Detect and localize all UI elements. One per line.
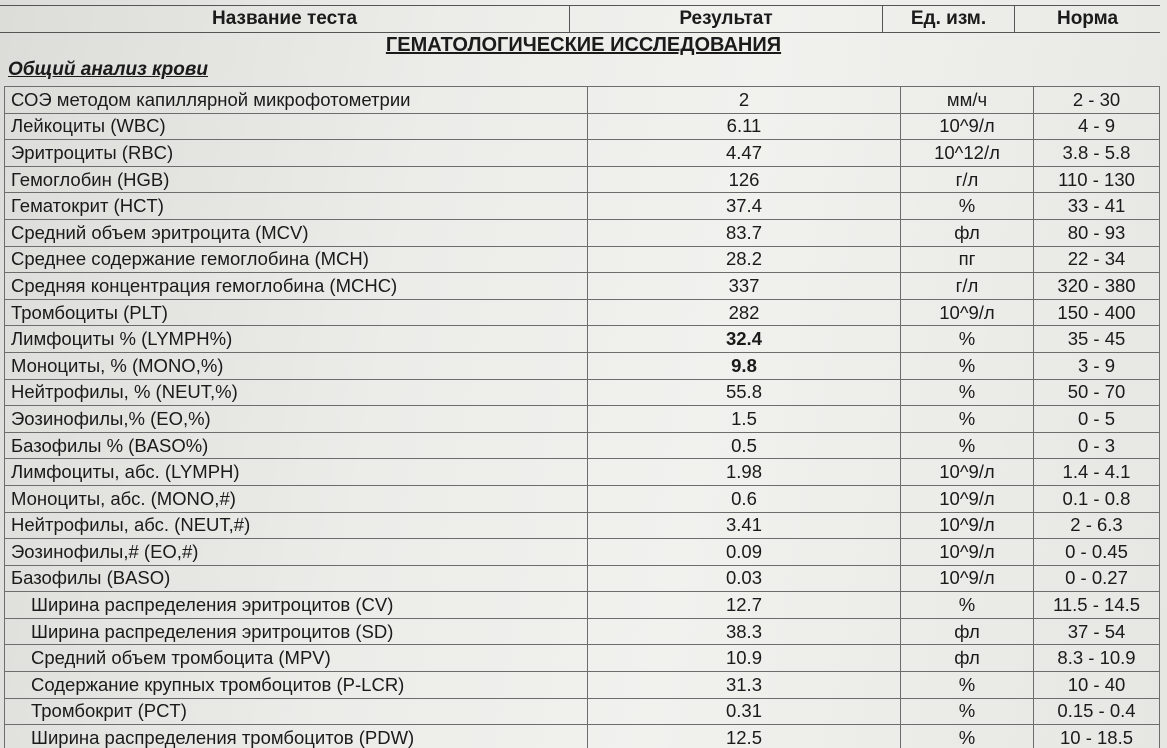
table-row [5,219,1160,246]
test-name-cell: Ширина распределения эритроцитов (SD) [5,618,588,645]
test-name-cell: Эозинофилы,# (EO,#) [5,539,588,566]
header-unit: Ед. изм. [883,6,1015,32]
norm-cell: 8.3 - 10.9 [1034,645,1160,672]
norm-cell: 1.4 - 4.1 [1034,459,1160,486]
subsection-title: Общий анализ крови [8,59,208,80]
result-cell: 38.3 [588,618,901,645]
result-cell: 6.11 [588,113,901,140]
test-name-cell: Нейтрофилы, абс. (NEUT,#) [5,512,588,539]
norm-cell: 0 - 0.45 [1034,539,1160,566]
table-row [5,166,1160,193]
unit-cell: % [901,698,1034,725]
test-name-cell: Моноциты, % (MONO,%) [5,352,588,379]
unit-cell: 10^9/л [901,565,1034,592]
unit-cell: % [901,725,1034,748]
result-cell: 1.5 [588,406,901,433]
test-name-cell: Среднее содержание гемоглобина (MCH) [5,246,588,273]
norm-cell: 11.5 - 14.5 [1034,592,1160,619]
unit-cell: % [901,432,1034,459]
test-name-cell: Тромбокрит (PCT) [5,698,588,725]
table-row [5,246,1160,273]
result-cell: 282 [588,299,901,326]
header-result: Результат [570,6,883,32]
table-row [5,113,1160,140]
header-norm: Норма [1056,8,1119,29]
table-row [5,432,1160,459]
table-row [5,459,1160,486]
norm-cell: 0 - 3 [1034,432,1160,459]
table-row [5,326,1160,353]
norm-cell: 3.8 - 5.8 [1034,140,1160,167]
result-cell: 32.4 [588,326,901,353]
norm-cell: 80 - 93 [1034,219,1160,246]
norm-cell: 0.15 - 0.4 [1034,698,1160,725]
norm-cell: 37 - 54 [1034,618,1160,645]
unit-cell: пг [901,246,1034,273]
unit-cell: % [901,193,1034,220]
results-table [4,86,1160,748]
norm-cell: 10 - 40 [1034,672,1160,699]
test-name-cell: Средний объем эритроцита (MCV) [5,219,588,246]
norm-cell: 22 - 34 [1034,246,1160,273]
table-row [5,698,1160,725]
result-cell: 83.7 [588,219,901,246]
unit-cell: фл [901,645,1034,672]
result-cell: 0.5 [588,432,901,459]
unit-cell: % [901,352,1034,379]
unit-cell: % [901,672,1034,699]
norm-cell: 50 - 70 [1034,379,1160,406]
test-name-cell: Гемоглобин (HGB) [5,166,588,193]
test-name-cell: Лейкоциты (WBC) [5,113,588,140]
norm-cell: 0.1 - 0.8 [1034,485,1160,512]
unit-cell: фл [901,219,1034,246]
test-name-cell: Ширина распределения эритроцитов (CV) [5,592,588,619]
table-header [0,5,1160,33]
unit-cell: 10^12/л [901,140,1034,167]
unit-cell: 10^9/л [901,539,1034,566]
table-row [5,565,1160,592]
unit-cell: 10^9/л [901,485,1034,512]
result-cell: 0.03 [588,565,901,592]
table-row [5,273,1160,300]
unit-cell: 10^9/л [901,113,1034,140]
table-row [5,645,1160,672]
result-cell: 4.47 [588,140,901,167]
test-name-cell: Гематокрит (HCT) [5,193,588,220]
result-cell: 12.7 [588,592,901,619]
result-cell: 126 [588,166,901,193]
test-name-cell: Моноциты, абс. (MONO,#) [5,485,588,512]
section-title: ГЕМАТОЛОГИЧЕСКИЕ ИССЛЕДОВАНИЯ [385,34,782,56]
unit-cell: 10^9/л [901,299,1034,326]
unit-cell: 10^9/л [901,512,1034,539]
test-name-cell: Лимфоциты, абс. (LYMPH) [5,459,588,486]
test-name-cell: СОЭ методом капиллярной микрофотометрии [5,87,588,114]
result-cell: 3.41 [588,512,901,539]
test-name-cell: Базофилы % (BASO%) [5,432,588,459]
header-test-name: Название теста [0,6,570,32]
unit-cell: мм/ч [901,87,1034,114]
unit-cell: фл [901,618,1034,645]
norm-cell: 33 - 41 [1034,193,1160,220]
unit-cell: г/л [901,166,1034,193]
unit-cell: г/л [901,273,1034,300]
table-row [5,485,1160,512]
result-cell: 337 [588,273,901,300]
table-row [5,299,1160,326]
result-cell: 0.31 [588,698,901,725]
result-cell: 28.2 [588,246,901,273]
result-cell: 2 [588,87,901,114]
table-row [5,539,1160,566]
test-name-cell: Эозинофилы,% (EO,%) [5,406,588,433]
table-row [5,592,1160,619]
table-row [5,725,1160,748]
test-name-cell: Эритроциты (RBC) [5,140,588,167]
test-name-cell: Базофилы (BASO) [5,565,588,592]
norm-cell: 2 - 30 [1034,87,1160,114]
table-row [5,352,1160,379]
result-cell: 12.5 [588,725,901,748]
result-cell: 31.3 [588,672,901,699]
unit-cell: % [901,379,1034,406]
table-row [5,193,1160,220]
table-row [5,672,1160,699]
result-cell: 37.4 [588,193,901,220]
test-name-cell: Ширина распределения тромбоцитов (PDW) [5,725,588,748]
result-cell: 1.98 [588,459,901,486]
test-name-cell: Содержание крупных тромбоцитов (P-LCR) [5,672,588,699]
norm-cell: 150 - 400 [1034,299,1160,326]
unit-cell: % [901,592,1034,619]
norm-cell: 35 - 45 [1034,326,1160,353]
norm-cell: 2 - 6.3 [1034,512,1160,539]
norm-cell: 320 - 380 [1034,273,1160,300]
result-cell: 55.8 [588,379,901,406]
unit-cell: % [901,326,1034,353]
norm-cell: 10 - 18.5 [1034,725,1160,748]
table-row [5,512,1160,539]
test-name-cell: Средний объем тромбоцита (MPV) [5,645,588,672]
table-row [5,618,1160,645]
result-cell: 10.9 [588,645,901,672]
norm-cell: 4 - 9 [1034,113,1160,140]
table-row [5,379,1160,406]
result-cell: 0.09 [588,539,901,566]
norm-cell: 0 - 0.27 [1034,565,1160,592]
result-cell: 9.8 [588,352,901,379]
unit-cell: % [901,406,1034,433]
norm-cell: 3 - 9 [1034,352,1160,379]
result-cell: 0.6 [588,485,901,512]
table-row [5,406,1160,433]
table-row [5,140,1160,167]
test-name-cell: Тромбоциты (PLT) [5,299,588,326]
norm-cell: 0 - 5 [1034,406,1160,433]
table-row [5,87,1160,114]
norm-cell: 110 - 130 [1034,166,1160,193]
test-name-cell: Лимфоциты % (LYMPH%) [5,326,588,353]
test-name-cell: Нейтрофилы, % (NEUT,%) [5,379,588,406]
test-name-cell: Средняя концентрация гемоглобина (MCHC) [5,273,588,300]
unit-cell: 10^9/л [901,459,1034,486]
